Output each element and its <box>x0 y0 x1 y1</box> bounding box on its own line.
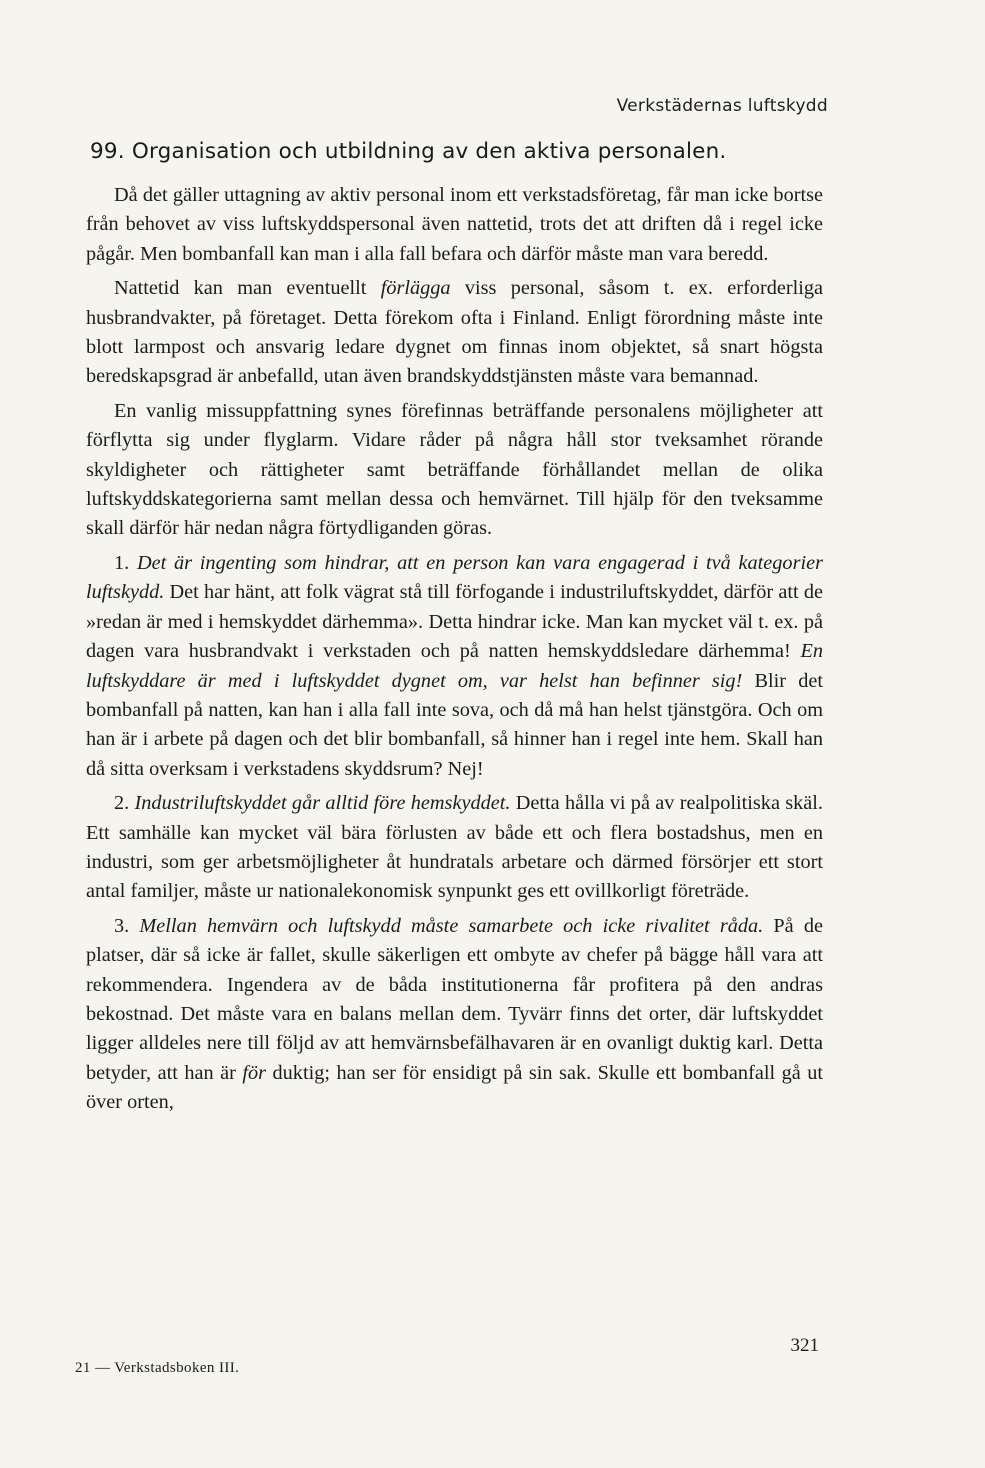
paragraph <box>86 549 823 784</box>
text-run: 2. <box>114 792 135 815</box>
text-run: En vanlig missuppfattning synes förefinnas beträffande personalens möjligheter att förflytta sig under flyglarm. Vidare råder på några håll stor tveksamhet rörande skyldigheter och rättigheter samt beträffande förhållandet mellan de olika luftskyddskategorierna samt mellan dessa och hemvärnet. Till hjälp för den tveksamme skall därför här nedan några förtydliganden göras. <box>86 399 823 540</box>
italic-run: för <box>242 1061 267 1084</box>
text-run: På de platser, där så icke är fallet, skulle säkerligen ett ombyte av chefer på bägge håll vara att rekommendera. Ingendera av de båda institutionerna får profitera på den andras bekostnad. Det måste vara en balans mellan dem. Tyvärr finns det orter, där luftskyddet ligger alldeles nere till följd av att hemvärnsbefälhavaren är en ovanligt duktig karl. Detta betyder, att han är <box>86 914 823 1084</box>
italic-run: Det är ingenting som hindrar, att en person kan vara engagerad i två kategorier luftskydd. <box>86 551 823 604</box>
printer-signature: 21 — Verkstadsboken III. <box>75 1360 240 1376</box>
text-run: duktig; han ser för ensidigt på sin sak. Skulle ett bombanfall gå ut över orten, <box>86 1061 823 1114</box>
section-heading: 99. Organisation och utbildning av den aktiva personalen. <box>90 139 727 164</box>
body-text <box>86 181 823 1123</box>
running-head: Verkstädernas luftskydd <box>616 96 828 116</box>
text-run: 1. <box>114 551 137 574</box>
text-run: Det har hänt, att folk vägrat stå till förfogande i industriluftskyddet, därför att de »redan är med i hemskyddet därhemma». Detta hindrar icke. Man kan mycket väl t. ex. på dagen vara husbrandvakt i verkstaden och på natten hemskyddsledare därhemma! <box>86 581 823 663</box>
italic-run: Industriluftskyddet går alltid före hemskyddet. <box>134 792 511 815</box>
italic-run: Mellan hemvärn och luftskydd måste samarbete och icke rivalitet råda. <box>139 914 764 937</box>
italic-run: En luftskyddare är med i luftskyddet dygnet om, var helst han befinner sig! <box>86 640 823 692</box>
italic-run: förlägga <box>380 277 451 300</box>
text-run: viss personal, såsom t. ex. erforderliga husbrandvakter, på företaget. Detta förekom ofta i Finland. Enligt förordning måste inte blott larmpost och ansvarig ledare dygnet om finnas inom objektet, så snart högsta beredskapsgrad är anbefalld, utan även brandskyddstjänsten måste vara bemannad. <box>86 277 824 388</box>
paragraph <box>86 181 823 269</box>
paragraph <box>86 397 823 544</box>
paragraph <box>86 912 823 1118</box>
text-run: Detta hålla vi på av realpolitiska skäl. Ett samhälle kan mycket väl bära förlusten av både ett och flera bostadshus, men en industri, som ger arbetsmöjligheter åt hundratals arbetare och därmed försörjer ett stort antal familjer, måste ur nationalekonomisk synpunkt ges ett ovillkorligt företräde. <box>86 792 824 903</box>
text-run: Nattetid kan man eventuellt <box>114 277 381 300</box>
text-run: Blir det bombanfall på natten, kan han i alla fall inte sova, och då må han helst tjänstgöra. Och om han är i arbete på dagen och det blir bombanfall, så hinner han i regel inte hem. Skall han då sitta overksam i verkstadens skyddsrum? Nej! <box>86 669 823 780</box>
page-number: 321 <box>790 1335 819 1356</box>
text-run: 3. <box>114 914 140 937</box>
paragraph <box>86 274 823 392</box>
paragraph <box>86 789 823 907</box>
text-run: Då det gäller uttagning av aktiv personal inom ett verkstadsföretag, får man icke bortse från behovet av viss luftskyddspersonal även nattetid, trots det att driften då i regel icke pågår. Men bombanfall kan man i alla fall befara och därför måste man vara beredd. <box>86 184 823 265</box>
